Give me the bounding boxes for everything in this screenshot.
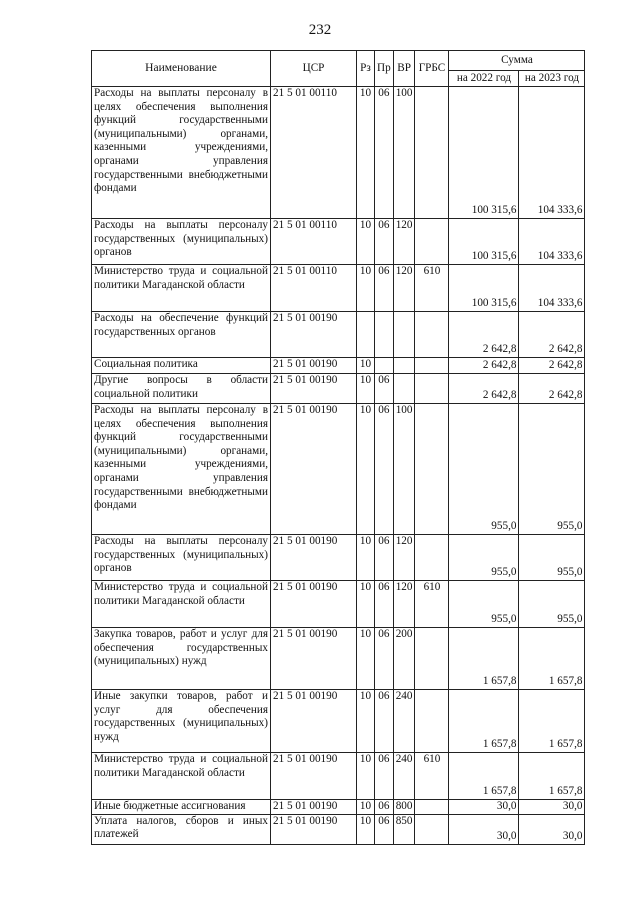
row-name: Расходы на обеспечение функций государственных органов bbox=[92, 312, 271, 358]
row-amount-2022: 955,0 bbox=[449, 535, 519, 581]
row-rz: 10 bbox=[357, 374, 375, 404]
table-row bbox=[92, 628, 585, 690]
row-rz: 10 bbox=[357, 404, 375, 535]
header-rz: Рз bbox=[357, 51, 375, 87]
row-grbs bbox=[415, 628, 449, 690]
row-pr: 06 bbox=[375, 753, 394, 800]
table-row bbox=[92, 800, 585, 815]
row-grbs bbox=[415, 374, 449, 404]
row-grbs: 610 bbox=[415, 753, 449, 800]
row-amount-2023: 1 657,8 bbox=[519, 690, 585, 753]
row-grbs: 610 bbox=[415, 265, 449, 312]
row-amount-2022: 2 642,8 bbox=[449, 374, 519, 404]
row-rz: 10 bbox=[357, 87, 375, 219]
row-amount-2022: 1 657,8 bbox=[449, 690, 519, 753]
row-rz: 10 bbox=[357, 800, 375, 815]
row-vr bbox=[393, 312, 415, 358]
row-amount-2023: 955,0 bbox=[519, 535, 585, 581]
header-year-2022: на 2022 год bbox=[449, 71, 519, 87]
row-csr: 21 5 01 00110 bbox=[271, 219, 357, 265]
row-vr: 240 bbox=[393, 753, 415, 800]
row-rz: 10 bbox=[357, 265, 375, 312]
row-pr bbox=[375, 358, 394, 374]
table-row bbox=[92, 814, 585, 844]
row-amount-2022: 30,0 bbox=[449, 814, 519, 844]
row-name: Расходы на выплаты персоналу государственных (муниципальных) органов bbox=[92, 219, 271, 265]
header-name: Наименование bbox=[92, 51, 271, 87]
row-grbs bbox=[415, 800, 449, 815]
row-amount-2022: 100 315,6 bbox=[449, 265, 519, 312]
row-amount-2023: 2 642,8 bbox=[519, 358, 585, 374]
row-amount-2023: 104 333,6 bbox=[519, 219, 585, 265]
row-vr: 120 bbox=[393, 581, 415, 628]
row-vr: 240 bbox=[393, 690, 415, 753]
row-vr: 100 bbox=[393, 87, 415, 219]
row-pr: 06 bbox=[375, 265, 394, 312]
row-pr: 06 bbox=[375, 87, 394, 219]
row-rz: 10 bbox=[357, 581, 375, 628]
row-pr bbox=[375, 312, 394, 358]
row-vr: 800 bbox=[393, 800, 415, 815]
table-row bbox=[92, 265, 585, 312]
table-row bbox=[92, 753, 585, 800]
row-amount-2022: 100 315,6 bbox=[449, 87, 519, 219]
row-amount-2023: 2 642,8 bbox=[519, 312, 585, 358]
row-vr: 850 bbox=[393, 814, 415, 844]
row-pr: 06 bbox=[375, 374, 394, 404]
row-name: Иные закупки товаров, работ и услуг для обеспечения государственных (муниципальных) нужд bbox=[92, 690, 271, 753]
row-grbs bbox=[415, 690, 449, 753]
row-pr: 06 bbox=[375, 628, 394, 690]
row-amount-2023: 955,0 bbox=[519, 404, 585, 535]
row-pr: 06 bbox=[375, 219, 394, 265]
row-name: Министерство труда и социальной политики Магаданской области bbox=[92, 581, 271, 628]
row-amount-2022: 2 642,8 bbox=[449, 358, 519, 374]
row-csr: 21 5 01 00190 bbox=[271, 374, 357, 404]
row-name: Расходы на выплаты персоналу в целях обеспечения выполнения функций государственными (муниципальными) органами, казенными учреждениями, органами управления государственными внебюджетными фондами bbox=[92, 404, 271, 535]
table-row bbox=[92, 358, 585, 374]
row-grbs bbox=[415, 358, 449, 374]
row-name: Расходы на выплаты персоналу государственных (муниципальных) органов bbox=[92, 535, 271, 581]
row-rz: 10 bbox=[357, 358, 375, 374]
table-row bbox=[92, 690, 585, 753]
row-csr: 21 5 01 00190 bbox=[271, 753, 357, 800]
row-amount-2022: 1 657,8 bbox=[449, 753, 519, 800]
row-csr: 21 5 01 00190 bbox=[271, 358, 357, 374]
row-pr: 06 bbox=[375, 690, 394, 753]
table-row bbox=[92, 87, 585, 219]
row-amount-2022: 100 315,6 bbox=[449, 219, 519, 265]
row-grbs bbox=[415, 312, 449, 358]
row-name: Закупка товаров, работ и услуг для обеспечения государственных (муниципальных) нужд bbox=[92, 628, 271, 690]
page-number: 232 bbox=[308, 22, 332, 38]
row-amount-2023: 2 642,8 bbox=[519, 374, 585, 404]
budget-table bbox=[91, 50, 585, 845]
row-rz bbox=[357, 312, 375, 358]
row-csr: 21 5 01 00110 bbox=[271, 87, 357, 219]
row-pr: 06 bbox=[375, 581, 394, 628]
row-rz: 10 bbox=[357, 814, 375, 844]
row-grbs bbox=[415, 535, 449, 581]
row-amount-2022: 955,0 bbox=[449, 404, 519, 535]
table-row bbox=[92, 535, 585, 581]
row-name: Другие вопросы в области социальной политики bbox=[92, 374, 271, 404]
row-csr: 21 5 01 00190 bbox=[271, 581, 357, 628]
row-amount-2022: 955,0 bbox=[449, 581, 519, 628]
row-vr: 120 bbox=[393, 535, 415, 581]
row-vr bbox=[393, 374, 415, 404]
row-vr bbox=[393, 358, 415, 374]
header-year-2023: на 2023 год bbox=[519, 71, 585, 87]
row-csr: 21 5 01 00190 bbox=[271, 535, 357, 581]
table-row bbox=[92, 219, 585, 265]
row-amount-2023: 955,0 bbox=[519, 581, 585, 628]
row-name: Министерство труда и социальной политики Магаданской области bbox=[92, 753, 271, 800]
table-row bbox=[92, 404, 585, 535]
row-vr: 200 bbox=[393, 628, 415, 690]
row-rz: 10 bbox=[357, 535, 375, 581]
row-csr: 21 5 01 00110 bbox=[271, 265, 357, 312]
row-rz: 10 bbox=[357, 219, 375, 265]
row-pr: 06 bbox=[375, 814, 394, 844]
row-pr: 06 bbox=[375, 800, 394, 815]
row-name: Социальная политика bbox=[92, 358, 271, 374]
row-vr: 120 bbox=[393, 219, 415, 265]
row-csr: 21 5 01 00190 bbox=[271, 312, 357, 358]
row-csr: 21 5 01 00190 bbox=[271, 800, 357, 815]
table-row bbox=[92, 581, 585, 628]
row-grbs bbox=[415, 404, 449, 535]
row-amount-2023: 1 657,8 bbox=[519, 753, 585, 800]
row-amount-2023: 30,0 bbox=[519, 814, 585, 844]
row-grbs: 610 bbox=[415, 581, 449, 628]
row-grbs bbox=[415, 219, 449, 265]
row-csr: 21 5 01 00190 bbox=[271, 628, 357, 690]
row-csr: 21 5 01 00190 bbox=[271, 404, 357, 535]
row-csr: 21 5 01 00190 bbox=[271, 814, 357, 844]
row-name: Уплата налогов, сборов и иных платежей bbox=[92, 814, 271, 844]
row-rz: 10 bbox=[357, 628, 375, 690]
header-vr: ВР bbox=[393, 51, 415, 87]
row-rz: 10 bbox=[357, 753, 375, 800]
row-pr: 06 bbox=[375, 535, 394, 581]
row-csr: 21 5 01 00190 bbox=[271, 690, 357, 753]
header-grbs: ГРБС bbox=[415, 51, 449, 87]
table-row bbox=[92, 312, 585, 358]
row-amount-2023: 104 333,6 bbox=[519, 265, 585, 312]
row-name: Иные бюджетные ассигнования bbox=[92, 800, 271, 815]
row-name: Министерство труда и социальной политики Магаданской области bbox=[92, 265, 271, 312]
row-rz: 10 bbox=[357, 690, 375, 753]
header-pr: Пр bbox=[375, 51, 394, 87]
row-grbs bbox=[415, 87, 449, 219]
row-name: Расходы на выплаты персоналу в целях обеспечения выполнения функций государственными (муниципальными) органами, казенными учреждениями, органами управления государственными внебюджетными фондами bbox=[92, 87, 271, 219]
row-amount-2023: 1 657,8 bbox=[519, 628, 585, 690]
row-amount-2022: 1 657,8 bbox=[449, 628, 519, 690]
table-body bbox=[92, 87, 585, 845]
header-csr: ЦСР bbox=[271, 51, 357, 87]
row-vr: 120 bbox=[393, 265, 415, 312]
row-amount-2023: 104 333,6 bbox=[519, 87, 585, 219]
row-pr: 06 bbox=[375, 404, 394, 535]
header-sum: Сумма bbox=[449, 51, 585, 71]
row-grbs bbox=[415, 814, 449, 844]
row-amount-2022: 30,0 bbox=[449, 800, 519, 815]
row-amount-2022: 2 642,8 bbox=[449, 312, 519, 358]
row-vr: 100 bbox=[393, 404, 415, 535]
row-amount-2023: 30,0 bbox=[519, 800, 585, 815]
table-row bbox=[92, 374, 585, 404]
